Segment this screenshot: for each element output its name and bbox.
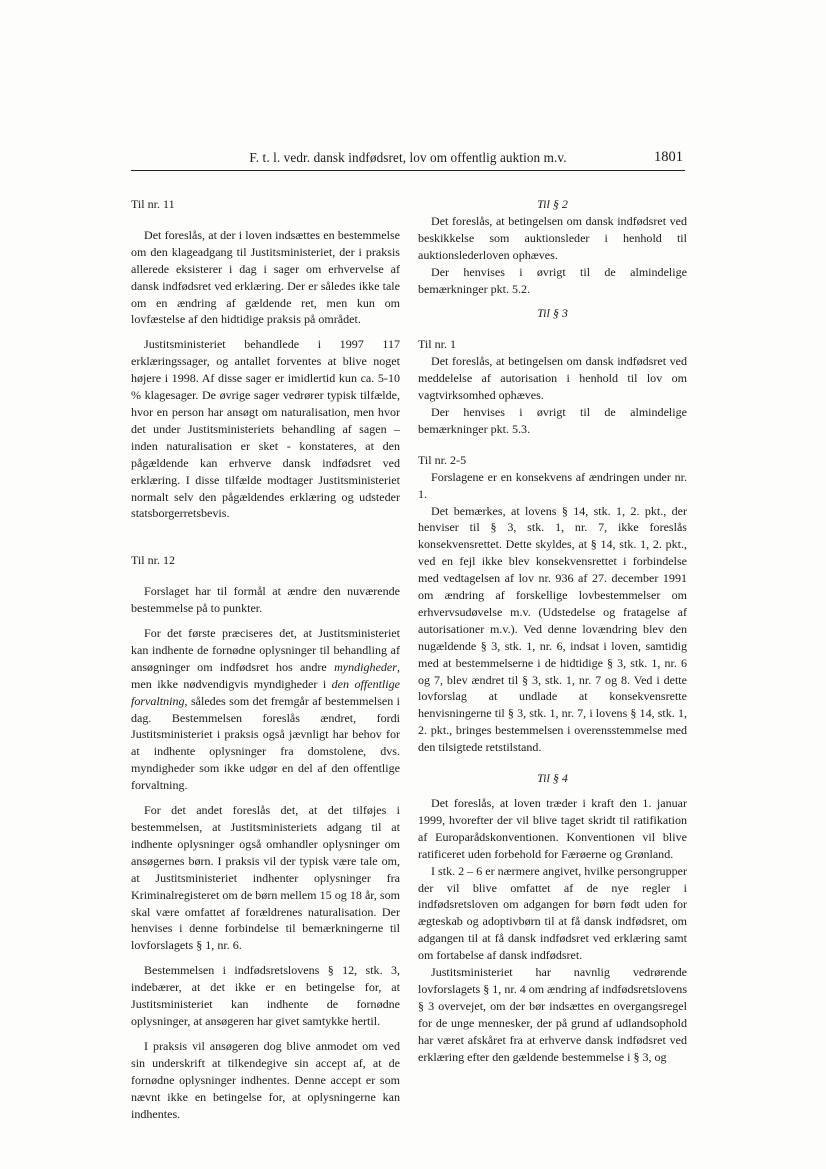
- paragraph: Det foreslås, at der i loven indsættes en bestemmelse om den klageadgang til Justitsministeriet, der i praksis allerede eksisterer i dag i sager om erhvervelse af dansk indfødsret ved erklæring. Der er således ikke tale om en ændring af gældende ret, men kun om lovfæstelse af den hidtidige praksis på området.: [131, 227, 400, 327]
- paragraph: Det foreslås, at betingelsen om dansk indfødsret ved meddelelse af autorisation i henhold til lov om vagtvirksomhed ophæves.: [418, 354, 687, 403]
- section-label-nr2-5: Til nr. 2-5: [418, 452, 467, 467]
- section-label-nr1: Til nr. 1: [418, 337, 457, 352]
- paragraph: Der henvises i øvrigt til de almindelige bemærkninger pkt. 5.2.: [418, 264, 687, 296]
- paragraph: Der henvises i øvrigt til de almindelige bemærkninger pkt. 5.3.: [418, 404, 687, 436]
- paragraph: Forslagene er en konsekvens af ændringen under nr. 1.: [418, 469, 687, 501]
- paragraph: [131, 625, 400, 794]
- paragraph: Det foreslås, at loven træder i kraft den 1. januar 1999, hvorefter der vil blive taget skridt til ratifikation af Europarådskonventionen. Konventionen vil blive ratificeret uden forbehold for Færøerne og Grønland.: [418, 796, 687, 861]
- section-heading-s3: Til § 3: [537, 306, 568, 321]
- section-label-nr12: Til nr. 12: [131, 553, 176, 568]
- page-header: [131, 150, 685, 171]
- paragraph: Bestemmelsen i indfødsretslovens § 12, stk. 3, indebærer, at det ikke er en betingelse for, at Justitsministeriet kan indhente de fornødne oplysninger, at ansøgeren har givet samtykke hertil.: [131, 963, 400, 1028]
- section-heading-s2: Til § 2: [537, 197, 568, 211]
- text-run: , således som det fremgår af bestemmelsen i dag. Bestemmelsen foreslås ændret, fordi Justitsministeriet i praksis også jævnligt har behov for at indhente oplysninger fra domstolene, dvs. myndigheder som ikke udgør en del af den offentlige forvaltning.: [131, 693, 400, 793]
- emphasis: myndigheder: [334, 659, 397, 674]
- right-column: [418, 196, 687, 1066]
- paragraph: Forslaget har til formål at ændre den nuværende bestemmelse på to punkter.: [131, 584, 400, 616]
- section-label-nr11: Til nr. 11: [131, 197, 175, 211]
- section-heading-s4: Til § 4: [537, 771, 568, 786]
- left-column: [131, 196, 400, 1122]
- emphasis: den offentlige forvaltning: [131, 676, 400, 708]
- paragraph: Justitsministeriet behandlede i 1997 117 erklæringssager, og antallet forventes at blive noget højere i 1998. Af disse sager er imidlertid kun ca. 5-10 % klagesager. De øvrige sager vedrører typisk tilfælde, hvor en person har ansøgt om naturalisation, men hvor det under Justitsministeriets behandling af sagen – inden naturalisation er sket - konstateres, at den pågældende kan erhverve dansk indfødsret ved erklæring. I disse tilfælde modtager Justitsministeriet normalt selv den pågældendes erklæring og udsteder statsborgerretsbevis.: [131, 337, 400, 521]
- page-number: 1801: [654, 149, 683, 165]
- paragraph: Det foreslås, at betingelsen om dansk indfødsret ved beskikkelse som auktionsleder i henhold til auktionslederloven ophæves.: [418, 213, 687, 262]
- paragraph: For det andet foreslås det, at det tilføjes i bestemmelsen, at Justitsministeriets adgang til at indhente oplysninger også omhandler oplysninger om ansøgernes børn. I praksis vil der typisk være tale om, at Justitsministeriet indhenter oplysninger fra Kriminalregisteret om de børn mellem 15 og 18 år, som skal være omfattet af forældrenes naturalisation. Der henvises i denne forbindelse til bemærkningerne til lovforslagets § 1, nr. 6.: [131, 803, 400, 953]
- text-run: , men ikke nødvendigvis myndigheder i: [131, 659, 400, 691]
- paragraph: Justitsministeriet har navnlig vedrørende lovforslagets § 1, nr. 4 om ændring af indfødsretslovens § 3 overvejet, om der bør indsættes en overgangsregel for de unge mennesker, der på grund af udlandsophold har været afskåret fra at erhverve dansk indfødsret ved erklæring efter den gældende bestemmelse i § 3, og: [418, 965, 688, 1064]
- paragraph: I stk. 2 – 6 er nærmere angivet, hvilke persongrupper der vil blive omfattet af de nye regler i indfødsretsloven om adgangen for børn født uden for ægteskab og adoptivbørn til at få dansk indfødsret, om adgangen til at få dansk indfødsret ved erklæring samt om fortabelse af dansk indfødsret.: [418, 863, 687, 963]
- text-run: For det første præciseres det, at Justitsministeriet kan indhente de fornødne oplysninger til behandling af ansøgninger om indfødsret hos andre: [131, 626, 400, 674]
- running-title: F. t. l. vedr. dansk indfødsret, lov om offentlig auktion m.v.: [249, 150, 567, 165]
- paragraph: I praksis vil ansøgeren dog blive anmodet om ved sin underskrift at tilkendegive sin accept af, at de fornødne oplysninger indhentes. Denne accept er som nævnt ikke en betingelse for, at oplysningerne kan indhentes.: [131, 1038, 400, 1121]
- paragraph: Det bemærkes, at lovens § 14, stk. 1, 2. pkt., der henviser til § 3, stk. 1, nr. 7, ikke foreslås konsekvensrettet. Dette skyldes, at § 14, stk. 1, 2. pkt., ved en fejl ikke blev konsekvensrettet i forbindelse med vedtagelsen af lov nr. 936 af 27. december 1991 om ændring af forskellige lovbestemmelser om erhvervsudøvelse m.v. (Udstedelse og fratagelse af autorisationer m.v.). Ved denne lovændring blev den nugældende § 3, stk. 1, nr. 6, indsat i loven, samtidig med at bestemmelserne i de hidtidige § 3, stk. 1, nr. 6 og 7, blev ændret til § 3, stk. 1, nr. 7 og 8. Ved i dette lovforslag at undlade at konsekvensrette henvisningerne til § 3, stk. 1, nr. 7, i lovens § 14, stk. 1, 2. pkt., bringes bestemmelsen i overensstemmelse med den tilsigtede retstilstand.: [418, 503, 687, 755]
